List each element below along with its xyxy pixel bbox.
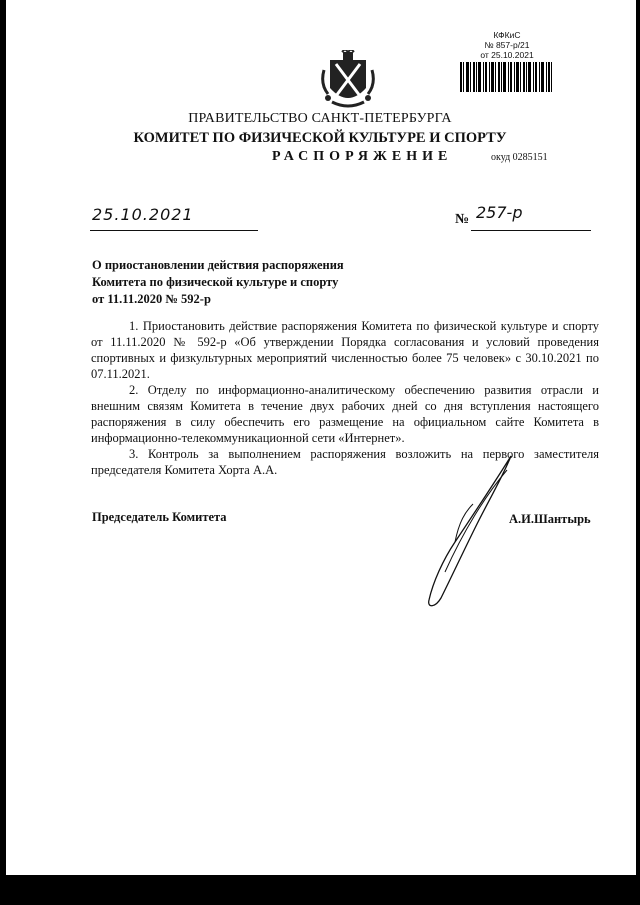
stamp-line-2: № 857-р/21: [484, 40, 530, 50]
government-title: ПРАВИТЕЛЬСТВО САНКТ-ПЕТЕРБУРГА: [188, 111, 452, 126]
subject-line-3: от 11.11.2020 № 592-р: [92, 292, 211, 306]
okud-code: окуд 0285151: [491, 152, 548, 163]
document-subject: [92, 257, 392, 308]
registration-stamp: [462, 30, 552, 60]
handwritten-signature: [415, 452, 525, 612]
subject-line-1: О приостановлении действия распоряжения: [92, 258, 344, 272]
signatory-title: Председатель Комитета: [92, 510, 227, 524]
paragraph-3: 3. Контроль за выполнением распоряжения возложить на первого заместителя председателя Комитета Хорта А.А.: [91, 447, 599, 477]
number-label: №: [455, 212, 470, 227]
document-type: РАСПОРЯЖЕНИЕ: [272, 149, 453, 164]
document-number: 257-р: [476, 203, 523, 222]
scan-border-bottom: [0, 875, 640, 905]
stamp-line-3: от 25.10.2021: [480, 50, 534, 60]
paragraph-1: 1. Приостановить действие распоряжения Комитета по физической культуре и спорту от 11.11.2020 № 592-р «Об утверждении Порядка согласования и условий проведения спортивных и физкультурных мероприятий численностью более 75 человек» с 30.10.2021 по 07.11.2021.: [91, 319, 599, 381]
committee-title: КОМИТЕТ ПО ФИЗИЧЕСКОЙ КУЛЬТУРЕ И СПОРТУ: [133, 130, 507, 146]
coat-of-arms-emblem: [320, 50, 376, 110]
signatory-name: А.И.Шантырь: [509, 512, 591, 526]
document-date: 25.10.2021: [92, 205, 194, 224]
stamp-line-1: КФКиС: [493, 30, 521, 40]
barcode: [460, 62, 552, 92]
paragraph-2: 2. Отделу по информационно-аналитическому обеспечению развития отрасли и внешним связям Комитета в течение двух рабочих дней со дня вступления настоящего распоряжения в силу обеспечить его размещение на официальном сайте Комитета в информационно-телекоммуникационной сети «Интернет».: [91, 383, 599, 445]
subject-line-2: Комитета по физической культуре и спорту: [92, 275, 339, 289]
